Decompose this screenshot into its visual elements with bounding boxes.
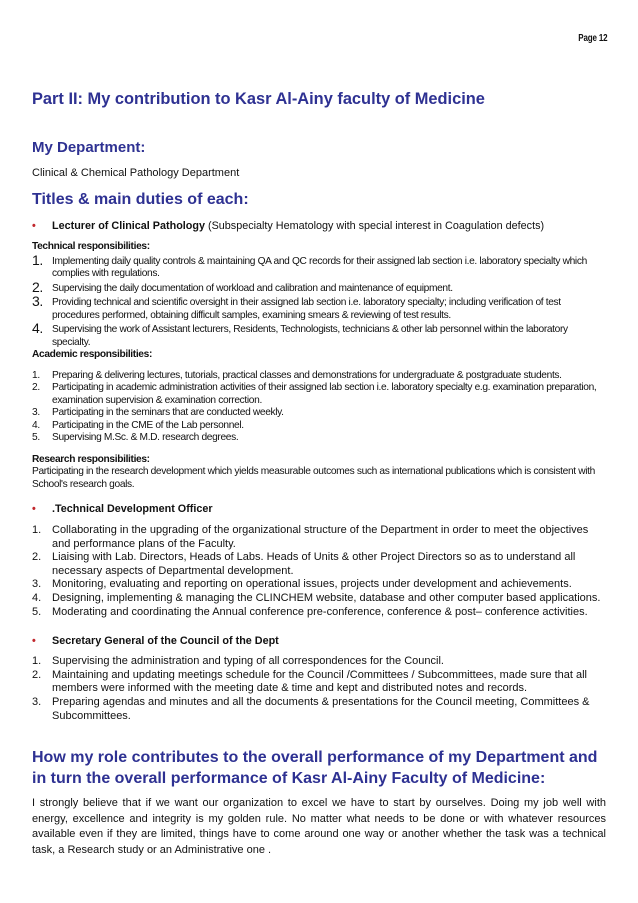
technical-development-list [32,524,606,619]
list-item-number: 4. [32,419,40,431]
page-number: Page 12 [577,33,607,44]
titles-heading: Titles & main duties of each: [32,191,249,208]
list-item-text: Implementing daily quality controls & maintaining QA and QC records for their assigned lab section i.e. laboratory specialty which complies with regulations. [52,255,587,279]
list-item-number: 2. [32,551,42,564]
list-item-number: 1. [32,369,40,381]
role-technical-development-title: .Technical Development Officer [52,503,213,515]
list-item-number: 1. [32,524,42,536]
list-item [32,432,606,445]
list-item [32,382,606,407]
academic-heading: Academic responsibilities: [32,349,152,360]
list-item [32,420,606,433]
list-item-number: 1. [32,251,43,268]
contribution-text: I strongly believe that if we want our organization to excel we have to start by ourselves. Doing my job well with energy, excellence and integrity is my golden rule. No matter what needs to be done or with whatever resources available even if they are limited, things have to come around one way or another whether the task was a technical task, a Research study or an Administrative one . [32,797,606,856]
list-item-text: Participating in the seminars that are conducted weekly. [52,407,284,418]
list-item-number: 1. [32,655,42,668]
list-item-text: Participating in academic administration activities of their assigned lab section i.e. laboratory specialty e.g. examination preparation, examination supervision & examination correction. [52,382,597,406]
bullet-icon: • [32,220,36,232]
list-item-text: Supervising the administration and typing of all correspondences for the Council. [52,655,444,668]
list-item [32,407,606,420]
secretary-general-list [32,655,606,723]
list-item-text: Preparing & delivering lectures, tutorials, practical classes and demonstrations for undergraduate & postgraduate students. [52,369,562,381]
part-title: Part II: My contribution to Kasr Al-Ainy faculty of Medicine [32,90,485,108]
list-item [32,696,606,723]
list-item-number: 2. [32,382,40,393]
list-item-text: Collaborating in the upgrading of the organizational structure of the Department in order to meet the objectives and performance plans of the Faculty. [52,524,589,550]
list-item [32,278,606,296]
research-heading: Research responsibilities: [32,453,150,465]
list-item [32,551,606,578]
list-item-text: Liaising with Lab. Directors, Heads of Labs. Heads of Units & other Project Directors so as to understand all necessary aspects of Departmental development. [52,551,576,577]
list-item [32,293,606,322]
list-item-number: 3. [32,578,42,591]
academic-list [32,370,606,445]
list-item-text: Supervising the work of Assistant lecturers, Residents, Technologists, technicians & other lab personnel within the laboratory specialty. [52,324,568,348]
list-item-number: 2. [32,278,43,295]
list-item-text: Providing technical and scientific oversight in their assigned lab section i.e. laboratory specialty; including verification of test procedures performed, obtaining difficult samples, examining smears & reviewing of test results. [52,297,561,321]
list-item-text: Supervising the daily documentation of workload and calibration and maintenance of equipment. [52,282,453,294]
list-item [32,592,606,606]
department-name: Clinical & Chemical Pathology Department [32,167,240,179]
list-item-number: 4. [32,591,42,604]
list-item-number: 3. [32,293,43,309]
list-item-number: 5. [32,432,40,443]
list-item-text: Monitoring, evaluating and reporting on operational issues, projects under development and achievements. [52,578,572,591]
list-item [32,320,606,349]
list-item-number: 3. [32,407,40,418]
role-secretary-general [32,634,606,648]
technical-section [32,241,606,491]
list-item-text: Participating in the CME of the Lab personnel. [52,419,244,431]
list-item [32,524,606,551]
list-item [32,606,606,620]
role-secretary-general-title: Secretary General of the Council of the Dept [52,635,279,648]
list-item-text: Preparing agendas and minutes and all the documents & presentations for the Council meeting, Committees & Subcommittees. [52,695,590,722]
role-lecturer-subtitle: (Subspecialty Hematology with special interest in Coagulation defects) [204,220,545,232]
bullet-icon: • [32,503,36,515]
bullet-icon: • [32,635,36,648]
research-text: Participating in the research development which yields measurable outcomes such as international publications which is consistent with School's research goals. [32,466,595,490]
list-item-text: Moderating and coordinating the Annual conference pre-conference, conference & post– conference activities. [52,605,588,618]
document-body [32,89,606,858]
list-item [32,370,606,383]
contribution-heading: How my role contributes to the overall performance of my Department and in turn the overall performance of Kasr Al-Ainy Faculty of Medicine: [32,749,598,788]
role-lecturer [32,219,606,233]
my-department-heading: My Department: [32,139,146,156]
list-item-number: 3. [32,695,42,708]
list-item-text: Designing, implementing & managing the CLINCHEM website, database and other computer based applications. [52,591,601,604]
role-lecturer-title: Lecturer of Clinical Pathology [52,220,205,232]
technical-heading: Technical responsibilities: [32,241,150,252]
list-item-text: Maintaining and updating meetings schedule for the Council /Committees / Subcommittees, made sure that all members were informed with the meeting date & time and kept and distributed notes and records. [52,668,588,695]
list-item-number: 2. [32,668,42,681]
list-item [32,578,606,592]
role-technical-development [32,502,606,516]
list-item [32,669,606,696]
technical-list [32,251,606,350]
list-item-number: 5. [32,605,42,618]
list-item [32,251,606,281]
list-item [32,655,606,669]
list-item-text: Supervising M.Sc. & M.D. research degrees. [52,432,239,443]
list-item-number: 4. [32,320,43,336]
